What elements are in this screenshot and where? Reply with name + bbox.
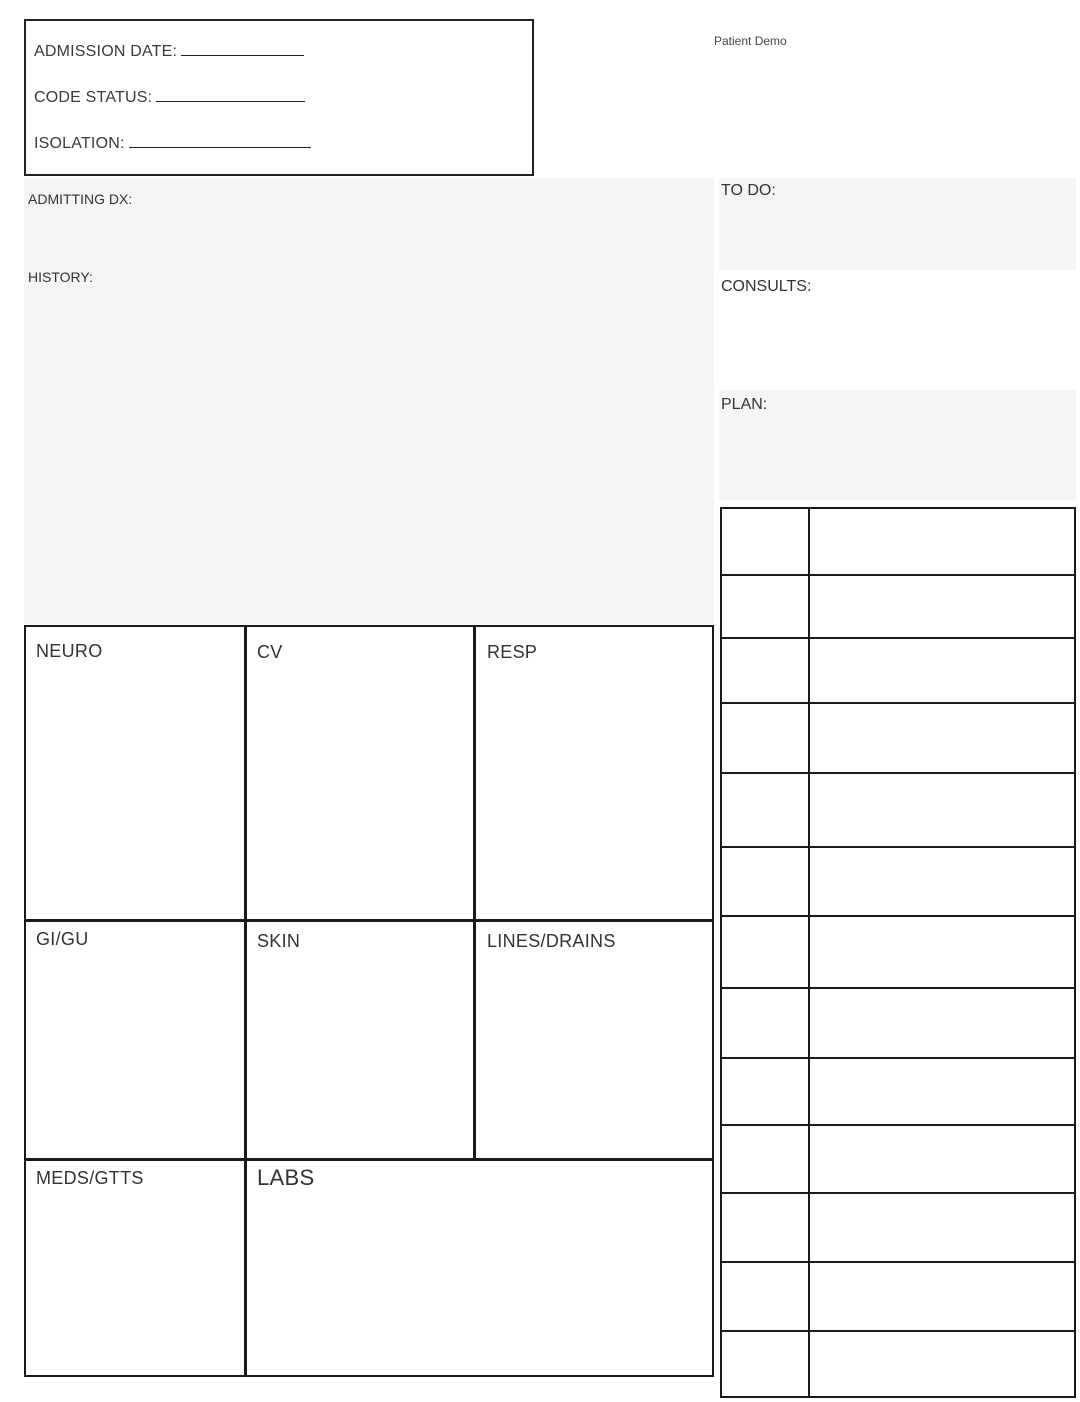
code-status-row <box>34 87 305 107</box>
patient-info-box <box>24 19 534 176</box>
note-cell[interactable] <box>810 848 1074 915</box>
todo-label: TO DO: <box>721 182 776 199</box>
neuro-label: NEURO <box>36 641 103 661</box>
isolation-field[interactable] <box>129 133 311 148</box>
note-cell[interactable] <box>810 576 1074 637</box>
note-cell[interactable] <box>810 989 1074 1057</box>
note-cell[interactable] <box>810 1332 1074 1396</box>
isolation-label: ISOLATION: <box>34 135 125 152</box>
time-cell[interactable] <box>722 576 810 637</box>
note-cell[interactable] <box>810 639 1074 702</box>
grid-divider <box>473 627 476 1159</box>
consults-panel[interactable] <box>719 272 1076 390</box>
time-cell[interactable] <box>722 1126 810 1192</box>
time-cell[interactable] <box>722 774 810 846</box>
admission-date-field[interactable] <box>181 41 304 56</box>
time-cell[interactable] <box>722 989 810 1057</box>
admitting-dx-label: ADMITTING DX: <box>28 191 133 207</box>
plan-label: PLAN: <box>721 396 768 413</box>
table-row <box>722 774 1074 848</box>
note-cell[interactable] <box>810 917 1074 987</box>
isolation-row <box>34 133 311 153</box>
note-cell[interactable] <box>810 1126 1074 1192</box>
table-row <box>722 509 1074 576</box>
time-cell[interactable] <box>722 848 810 915</box>
time-cell[interactable] <box>722 1194 810 1261</box>
table-row <box>722 704 1074 774</box>
history-label: HISTORY: <box>28 269 93 285</box>
note-cell[interactable] <box>810 509 1074 574</box>
hourly-table <box>720 507 1076 1398</box>
time-cell[interactable] <box>722 1263 810 1330</box>
time-cell[interactable] <box>722 704 810 772</box>
note-cell[interactable] <box>810 1059 1074 1124</box>
consults-label: CONSULTS: <box>721 278 812 295</box>
time-cell[interactable] <box>722 1059 810 1124</box>
code-status-field[interactable] <box>156 87 305 102</box>
table-row <box>722 576 1074 639</box>
table-row <box>722 639 1074 704</box>
lines-drains-label: LINES/DRAINS <box>487 931 616 951</box>
grid-divider <box>244 627 247 1375</box>
note-cell[interactable] <box>810 704 1074 772</box>
resp-label: RESP <box>487 642 538 662</box>
table-row <box>722 1263 1074 1332</box>
time-cell[interactable] <box>722 917 810 987</box>
code-status-label: CODE STATUS: <box>34 89 153 106</box>
admission-date-label: ADMISSION DATE: <box>34 43 178 60</box>
systems-grid <box>24 625 714 1377</box>
grid-divider <box>26 1158 712 1161</box>
grid-divider <box>26 919 712 922</box>
note-cell[interactable] <box>810 774 1074 846</box>
table-row <box>722 1126 1074 1194</box>
table-row <box>722 1059 1074 1126</box>
table-row <box>722 1332 1074 1396</box>
table-row <box>722 989 1074 1059</box>
time-cell[interactable] <box>722 509 810 574</box>
patient-name: Patient Demo <box>714 34 787 48</box>
table-row <box>722 1194 1074 1263</box>
plan-panel[interactable] <box>719 390 1076 500</box>
gigu-label: GI/GU <box>36 929 89 949</box>
meds-gtts-label: MEDS/GTTS <box>36 1168 144 1188</box>
time-cell[interactable] <box>722 639 810 702</box>
cv-label: CV <box>257 642 283 662</box>
table-row <box>722 917 1074 989</box>
note-cell[interactable] <box>810 1263 1074 1330</box>
admission-date-row <box>34 41 304 61</box>
time-cell[interactable] <box>722 1332 810 1396</box>
labs-label: LABS <box>257 1165 315 1190</box>
note-cell[interactable] <box>810 1194 1074 1261</box>
todo-panel[interactable] <box>719 178 1076 270</box>
skin-label: SKIN <box>257 931 301 951</box>
table-row <box>722 848 1074 917</box>
dx-history-panel[interactable] <box>24 178 714 624</box>
